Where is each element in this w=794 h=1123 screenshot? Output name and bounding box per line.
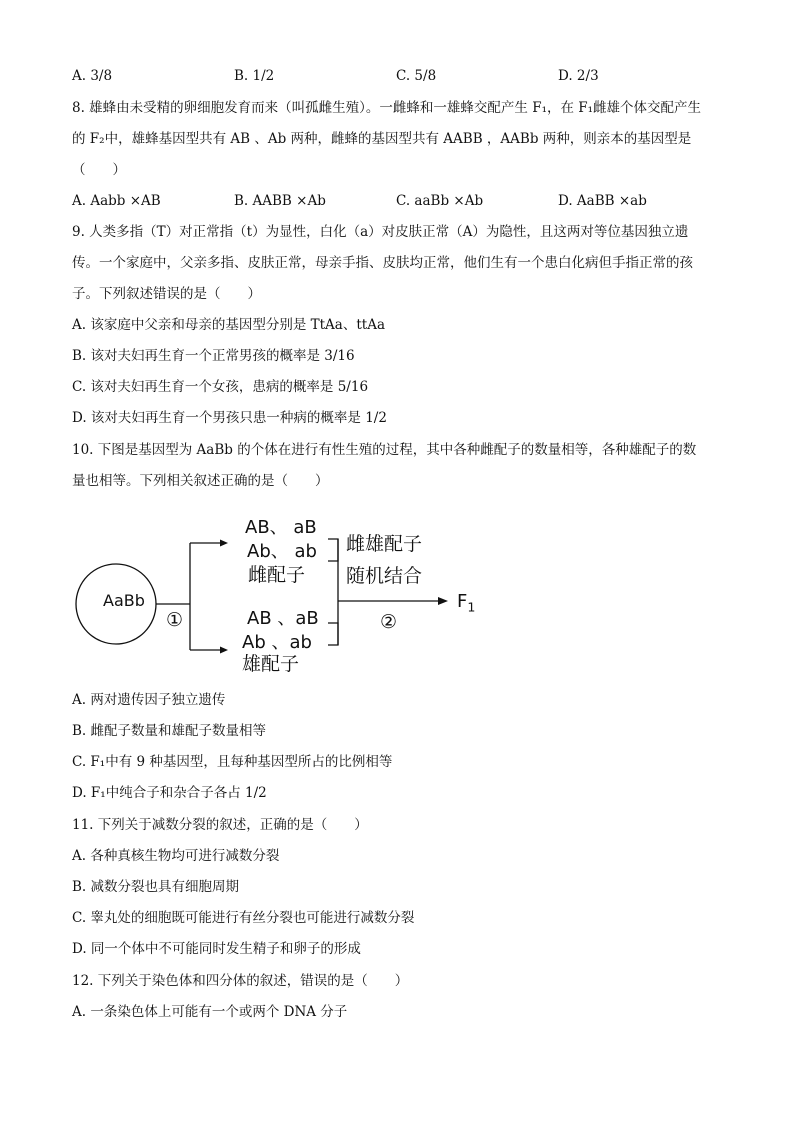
q9-stem-line1: 9. 人类多指（T）对正常指（t）为显性，白化（a）对皮肤正常（A）为隐性，且这两对等位基因独立遗 [72,224,689,240]
step-one-marker: ① [166,609,184,631]
q9-stem-line2: 传。一个家庭中，父亲多指、皮肤正常，母亲手指、皮肤均正常，他们生有一个患白化病但手指正常的孩 [72,255,693,271]
combine-label-line1: 雌雄配子 [346,533,423,555]
q11-stem: 11. 下列关于减数分裂的叙述，正确的是（ ） [72,817,368,833]
combine-label-line2: 随机结合 [346,565,423,587]
branch-top-arrowhead [220,540,228,547]
male-gametes-row2: Ab 、ab [242,632,312,653]
q7-option-d: D. 2/3 [558,68,599,84]
q10-option-c: C. F₁中有 9 种基因型，且每种基因型所占的比例相等 [72,754,393,770]
female-bracket [328,539,338,561]
q9-option-d: D. 该对夫妇再生育一个男孩只患一种病的概率是 1/2 [72,410,387,426]
male-gametes-row1: AB 、aB [247,608,319,629]
female-gametes-row1: AB、 aB [245,517,317,538]
female-gametes-row2: Ab、 ab [247,541,317,562]
q10-option-a: A. 两对遗传因子独立遗传 [72,692,226,708]
q9-option-b: B. 该对夫妇再生育一个正常男孩的概率是 3/16 [72,348,355,364]
step-two-marker: ② [380,611,398,633]
branch-bottom-arrowhead [220,647,228,654]
f1-arrowhead [438,597,448,605]
q7-options [72,66,722,86]
female-gametes-label: 雌配子 [248,564,306,586]
q10-option-d: D. F₁中纯合子和杂合子各占 1/2 [72,785,267,801]
q12-option-a: A. 一条染色体上可能有一个或两个 DNA 分子 [72,1004,348,1020]
q10-option-b: B. 雌配子数量和雄配子数量相等 [72,723,267,739]
q8-option-b: B. AABB ×Ab [234,193,326,209]
offspring-label [457,591,475,615]
q8-options [72,191,722,211]
offspring-letter: F [457,591,468,612]
q8-stem-line2: 的 F₂中，雄蜂基因型共有 AB 、Ab 两种，雌蜂的基因型共有 AABB ，AABb 两种，则亲本的基因型是 [72,131,692,147]
q11-option-c: C. 睾丸处的细胞既可能进行有丝分裂也可能进行减数分裂 [72,910,415,926]
q9-stem-line3: 子。下列叙述错误的是（ ） [72,286,261,302]
q7-option-c: C. 5/8 [396,68,437,84]
q10-stem-line2: 量也相等。下列相关叙述正确的是（ ） [72,473,329,489]
gamete-diagram [70,505,510,680]
q8-stem-line3: （ ） [72,162,126,178]
q11-option-a: A. 各种真核生物均可进行减数分裂 [72,848,280,864]
parent-genotype: AaBb [103,591,145,610]
q9-option-a: A. 该家庭中父亲和母亲的基因型分别是 TtAa、ttAa [72,317,385,333]
q8-option-d: D. AaBB ×ab [558,193,647,209]
q8-option-c: C. aaBb ×Ab [396,193,484,209]
q8-stem-line1: 8. 雄蜂由未受精的卵细胞发育而来（叫孤雌生殖）。一雌蜂和一雄蜂交配产生 F₁，在 F₁雌雄个体交配产生 [72,100,702,116]
male-gametes-label: 雄配子 [242,653,300,675]
q7-option-a: A. 3/8 [72,68,113,84]
q9-option-c: C. 该对夫妇再生育一个女孩，患病的概率是 5/16 [72,379,369,395]
q11-option-b: B. 减数分裂也具有细胞周期 [72,879,240,895]
q8-option-a: A. Aabb ×AB [72,193,161,209]
male-bracket [328,623,338,645]
q12-stem: 12. 下列关于染色体和四分体的叙述，错误的是（ ） [72,973,409,989]
q11-option-d: D. 同一个体中不可能同时发生精子和卵子的形成 [72,941,361,957]
q10-stem-line1: 10. 下图是基因型为 AaBb 的个体在进行有性生殖的过程，其中各种雌配子的数量相等，各种雄配子的数 [72,442,697,458]
offspring-subscript: 1 [467,599,476,615]
q7-option-b: B. 1/2 [234,68,275,84]
